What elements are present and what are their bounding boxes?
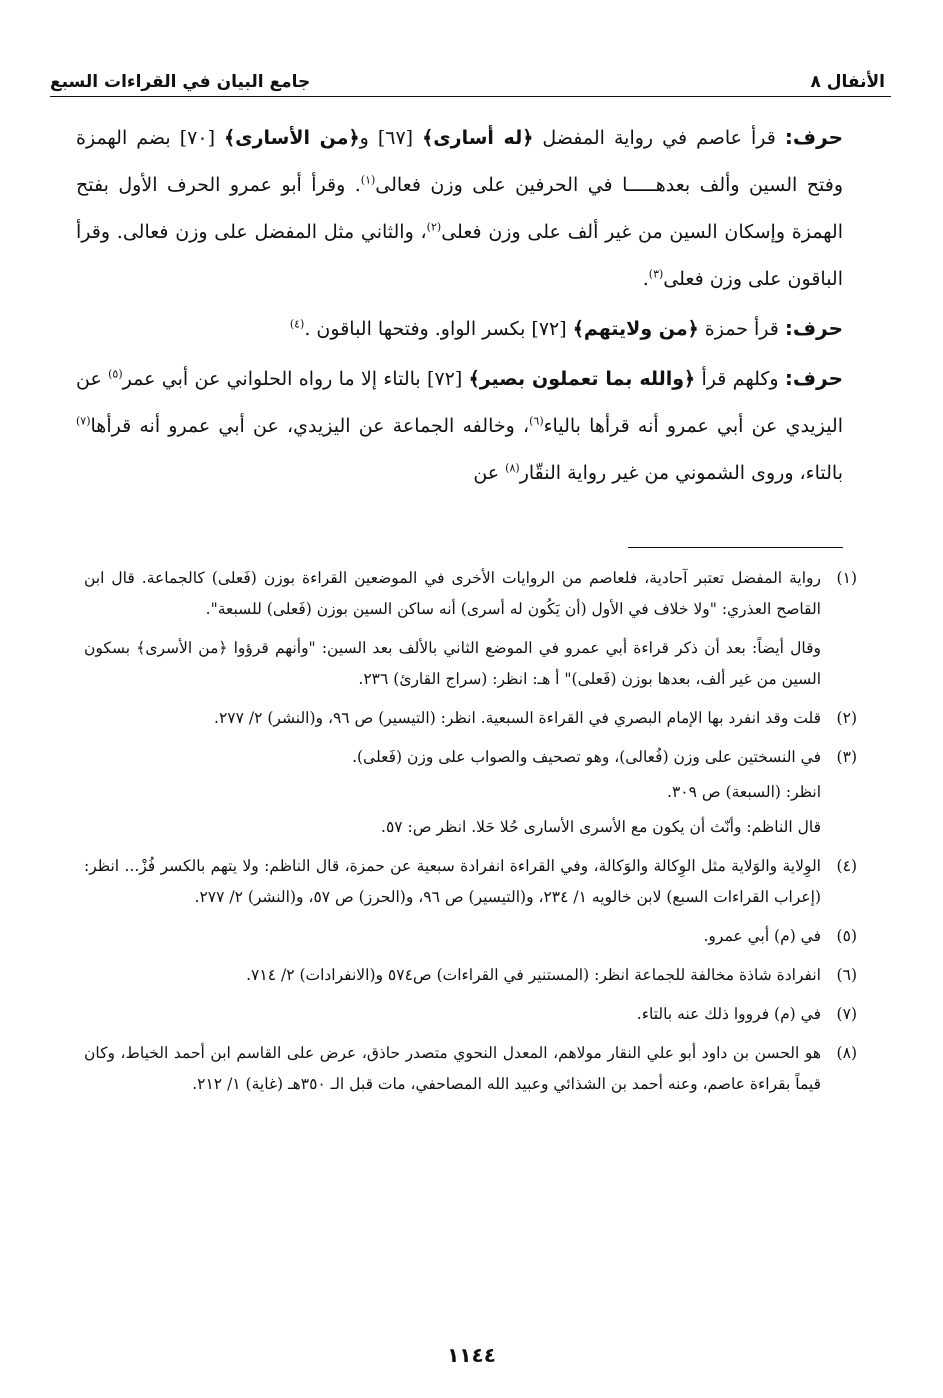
footnotes	[84, 563, 857, 1108]
footnote-ref[interactable]: (٣)	[648, 267, 664, 281]
footnote-number: (٦)	[836, 966, 857, 984]
harf-label: حرف:	[784, 125, 843, 149]
footnote-continuation	[84, 812, 857, 843]
footnote-text: قال الناظم: وأنّث أن يكون مع الأسرى الأسارى حُلا حَلا. انظر ص: ٥٧.	[381, 818, 821, 836]
paragraph-2: حرف: قرأ حمزة ﴿من ولايتهم﴾ [٧٢] بكسر الواو. وفتحها الباقون .$^{(٤)}$	[289, 316, 843, 340]
paragraph-1: حرف: قرأ عاصم في رواية المفضل ﴿له أسارى﴾ [٦٧] و﴿من الأسارى﴾ [٧٠] بضم الهمزة وفتح السين وألف بعدهـــــا في الحرفين على وزن فعالى$^{(١)}$. وقرأ أبو عمرو الحرف الأول بفتح الهمزة وإسكان السين من غير ألف على وزن فعلى$^{(٢)}$، والثاني مثل المفضل على وزن فعالى. وقرأ الباقون على وزن فعلى$^{(٣)}$.	[76, 125, 844, 290]
harf-label: حرف:	[784, 316, 843, 340]
footnote-number: (٤)	[836, 857, 857, 875]
footnote-number: (٨)	[836, 1044, 857, 1062]
footnote-number: (٢)	[836, 709, 857, 727]
footnote	[84, 742, 857, 773]
footnote-continuation	[84, 633, 857, 695]
footnote-ref[interactable]: (١)	[360, 173, 376, 187]
footnote-separator	[628, 547, 843, 548]
quran-phrase: ﴿من الأسارى﴾	[224, 127, 360, 149]
footnote-text: وقال أيضاً: بعد أن ذكر قراءة أبي عمرو في الموضع الثاني بالألف بعد السين: "وأنهم قرؤوا ﴿من الأسرى﴾ بسكون السين من غير ألف، بعدها بوزن (فَعلى)" أ هـ: انظر: (سراج القارئ) ٢٣٦.	[84, 639, 821, 688]
quran-phrase: ﴿له أسارى﴾	[422, 127, 534, 149]
main-text	[76, 114, 843, 499]
book-title: جامع البيان في القراءات السبع	[50, 72, 311, 92]
footnote-ref[interactable]: (٧)	[76, 414, 91, 428]
quran-phrase: ﴿من ولايتهم﴾	[572, 318, 699, 340]
footnote-number	[821, 812, 857, 843]
footnote-text: هو الحسن بن داود أبو علي النقار مولاهم، المعدل النحوي متصدر حاذق، عرض على القاسم ابن أحمد الخياط، وكان قيماً بقراءة عاصم، وعنه أحمد بن الشذائي وعبيد الله المصاحفي، مات قبل الـ ٣٥٠هـ (غاية) ١/ ٢١٢.	[84, 1044, 821, 1093]
footnote-text: الوِلاية والوَلاية مثل الوِكالة والوَكالة، وفي القراءة انفرادة سبعية عن حمزة، قال الناظم: ولا يتهم بالكسر فُزْ... انظر: (إعراب القراءات السبع) لابن خالويه ١/ ٢٣٤، و(التيسير) ص ٩٦، و(الحرز) ص ٥٧، و(النشر) ٢/ ٢٧٧.	[84, 857, 821, 906]
footnote	[84, 703, 857, 734]
footnote-ref[interactable]: (٢)	[426, 220, 442, 234]
footnote-ref[interactable]: (٥)	[108, 367, 123, 381]
footnote-text: في النسختين على وزن (فُعالى)، وهو تصحيف والصواب على وزن (فَعلى).	[352, 748, 821, 766]
footnote-continuation	[84, 777, 857, 808]
footnote-text: في (م) فرووا ذلك عنه بالتاء.	[636, 1005, 821, 1023]
footnote-text: رواية المفضل تعتبر آحادية، فلعاصم من الروايات الأخرى في الموضعين القراءة بوزن (فَعلى) كالجماعة. قال ابن القاصح العذري: "ولا خلاف في الأول (أن يَكُون له أسرى) أنه ساكن السين بوزن (فَعلى) للسبعة".	[84, 569, 821, 618]
footnote-number: (١)	[836, 569, 857, 587]
footnote-ref[interactable]: (٤)	[289, 317, 305, 331]
footnote	[84, 960, 857, 991]
footnote	[84, 563, 857, 625]
footnote-ref[interactable]: (٦)	[529, 414, 544, 428]
header-divider	[50, 96, 891, 97]
footnote-number	[821, 633, 857, 695]
footnote-text: انظر: (السبعة) ص ٣٠٩.	[667, 783, 821, 801]
harf-label: حرف:	[784, 366, 844, 390]
surah-heading: الأنفال ٨	[810, 72, 885, 92]
footnote-ref[interactable]: (٨)	[505, 461, 520, 475]
footnote	[84, 999, 857, 1030]
footnote-text: في (م) أبي عمرو.	[703, 927, 821, 945]
footnote	[84, 851, 857, 913]
footnote-number	[821, 777, 857, 808]
page-number: ١١٤٤	[447, 1343, 496, 1367]
footnote-number: (٥)	[836, 927, 857, 945]
footnote-text: قلت وقد انفرد بها الإمام البصري في القراءة السبعية. انظر: (التيسير) ص ٩٦، و(النشر) ٢/ ٢٧٧.	[214, 709, 821, 727]
footnote-number: (٧)	[836, 1005, 857, 1023]
quran-phrase: ﴿والله بما تعملون بصير﴾	[468, 368, 696, 390]
footnote-number: (٣)	[836, 748, 857, 766]
running-header	[50, 58, 885, 92]
paragraph-3: حرف: وكلهم قرأ ﴿والله بما تعملون بصير﴾ [٧٢] بالتاء إلا ما رواه الحلواني عن أبي عمر$^{(٥)}$ عن اليزيدي عن أبي عمرو أنه قرأها بالياء$^{(٦)}$، وخالفه الجماعة عن اليزيدي، عن أبي عمرو أنه قرأها$^{(٧)}$ بالتاء، وروى الشموني من غير رواية النقّار$^{(٨)}$ عن	[76, 366, 844, 484]
footnote	[84, 1038, 857, 1100]
footnote-text: انفرادة شاذة مخالفة للجماعة انظر: (المستنير في القراءات) ص٥٧٤ و(الانفرادات) ٢/ ٧١٤.	[246, 966, 821, 984]
footnote	[84, 921, 857, 952]
